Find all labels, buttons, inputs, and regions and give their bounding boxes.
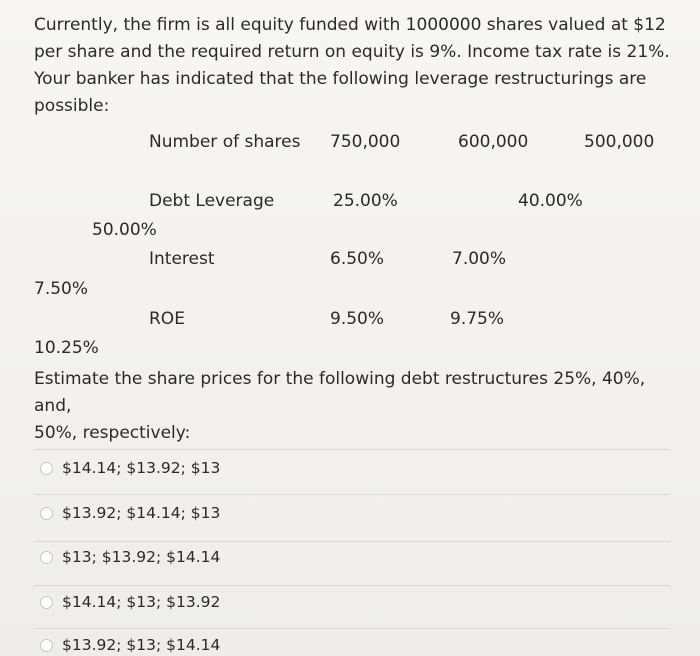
- divider: [34, 541, 670, 542]
- intro-line: per share and the required return on equity is 9%. Income tax rate is 21%.: [34, 42, 670, 62]
- option-label: $14.14; $13.92; $13: [62, 459, 221, 477]
- debt-value: 25.00%: [333, 191, 398, 211]
- radio-icon[interactable]: [40, 639, 53, 652]
- divider: [34, 585, 670, 586]
- divider: [34, 494, 670, 495]
- shares-value: 500,000: [584, 132, 655, 152]
- option-label: $13; $13.92; $14.14: [62, 548, 221, 566]
- radio-icon[interactable]: [40, 551, 53, 564]
- debt-value: 40.00%: [518, 191, 583, 211]
- roe-label: ROE: [149, 309, 185, 329]
- answer-option-1[interactable]: [40, 459, 220, 477]
- radio-icon[interactable]: [40, 507, 53, 520]
- shares-value: 600,000: [458, 132, 529, 152]
- radio-icon[interactable]: [40, 596, 53, 609]
- shares-value: 750,000: [330, 132, 401, 152]
- debt-label: Debt Leverage: [149, 191, 275, 211]
- question-prompt: [34, 366, 684, 447]
- interest-label: Interest: [149, 249, 215, 269]
- divider: [34, 628, 670, 629]
- radio-icon[interactable]: [40, 462, 53, 475]
- intro-line: Currently, the firm is all equity funded with 1000000 shares valued at $12: [34, 15, 666, 35]
- answer-option-4[interactable]: [40, 593, 220, 611]
- prompt-line: 50%, respectively:: [34, 423, 191, 443]
- answer-option-2[interactable]: [40, 504, 220, 522]
- option-label: $13.92; $13; $14.14: [62, 636, 221, 654]
- intro-line: Your banker has indicated that the following leverage restructurings are: [34, 69, 647, 89]
- roe-value: 10.25%: [34, 338, 99, 358]
- interest-value: 7.00%: [452, 249, 507, 269]
- interest-value: 7.50%: [34, 279, 89, 299]
- debt-value: 50.00%: [92, 220, 157, 240]
- answer-option-3[interactable]: [40, 548, 220, 566]
- shares-label: Number of shares: [149, 132, 301, 152]
- prompt-line: Estimate the share prices for the following debt restructures 25%, 40%, and,: [34, 369, 646, 416]
- intro-line: possible:: [34, 96, 110, 116]
- interest-value: 6.50%: [330, 249, 385, 269]
- answer-option-5[interactable]: [40, 636, 220, 654]
- roe-value: 9.75%: [450, 309, 505, 329]
- roe-value: 9.50%: [330, 309, 385, 329]
- divider: [34, 449, 670, 450]
- question-intro: [34, 12, 684, 120]
- option-label: $14.14; $13; $13.92: [62, 593, 221, 611]
- option-label: $13.92; $14.14; $13: [62, 504, 221, 522]
